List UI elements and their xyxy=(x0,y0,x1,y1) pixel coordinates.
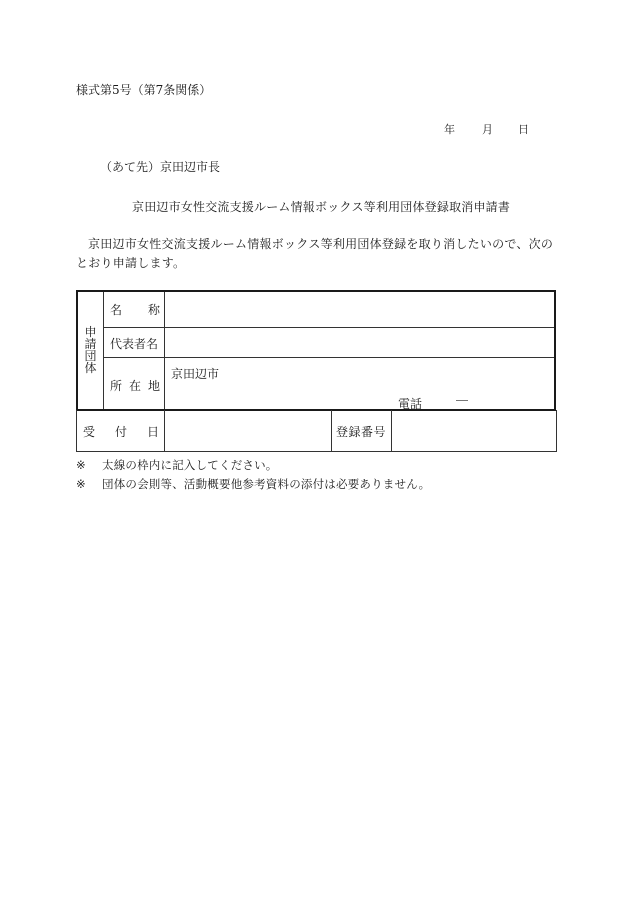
date-line xyxy=(444,124,529,135)
applicant-group-label: 申 請 団 体 xyxy=(84,325,97,375)
note-text: 太線の枠内に記入してください。 xyxy=(102,458,278,472)
form-number: 様式第5号（第7条関係） xyxy=(76,83,212,97)
registration-number-label: 登録番号 xyxy=(336,425,387,439)
date-month-field[interactable]: 月 xyxy=(482,123,493,136)
note-item xyxy=(76,457,278,473)
phone-separator xyxy=(456,400,468,401)
name-field[interactable] xyxy=(166,292,554,327)
divider xyxy=(103,357,554,358)
note-mark: ※ xyxy=(76,458,86,472)
address-label: 所 在 地 xyxy=(110,379,160,393)
divider xyxy=(164,292,165,409)
receipt-date-label: 受 付 日 xyxy=(83,425,159,439)
note-text: 団体の会則等、活動概要他参考資料の添付は必要ありません。 xyxy=(102,477,431,491)
receipt-date-field[interactable] xyxy=(165,410,331,451)
address-field[interactable]: 京田辺市 xyxy=(171,367,220,381)
date-day-field[interactable]: 日 xyxy=(518,123,529,136)
divider xyxy=(103,292,104,409)
representative-field[interactable] xyxy=(166,328,554,357)
document-title: 京田辺市女性交流支援ルーム情報ボックス等利用団体登録取消申請書 xyxy=(132,200,511,214)
note-item xyxy=(76,476,430,492)
registration-number-field[interactable] xyxy=(392,410,556,451)
applicant-group-box xyxy=(76,290,556,411)
receipt-row xyxy=(76,410,557,452)
name-label: 名 称 xyxy=(110,303,160,317)
note-mark: ※ xyxy=(76,477,86,491)
date-year-field[interactable]: 年 xyxy=(444,123,455,136)
phone-label: 電話 xyxy=(398,397,423,411)
body-text: 京田辺市女性交流支援ルーム情報ボックス等利用団体登録を取り消したいので、次のとおり申請します。 xyxy=(76,237,554,270)
divider xyxy=(331,410,332,451)
representative-label: 代表者名 xyxy=(110,337,159,351)
addressee: （あて先）京田辺市長 xyxy=(100,160,221,174)
